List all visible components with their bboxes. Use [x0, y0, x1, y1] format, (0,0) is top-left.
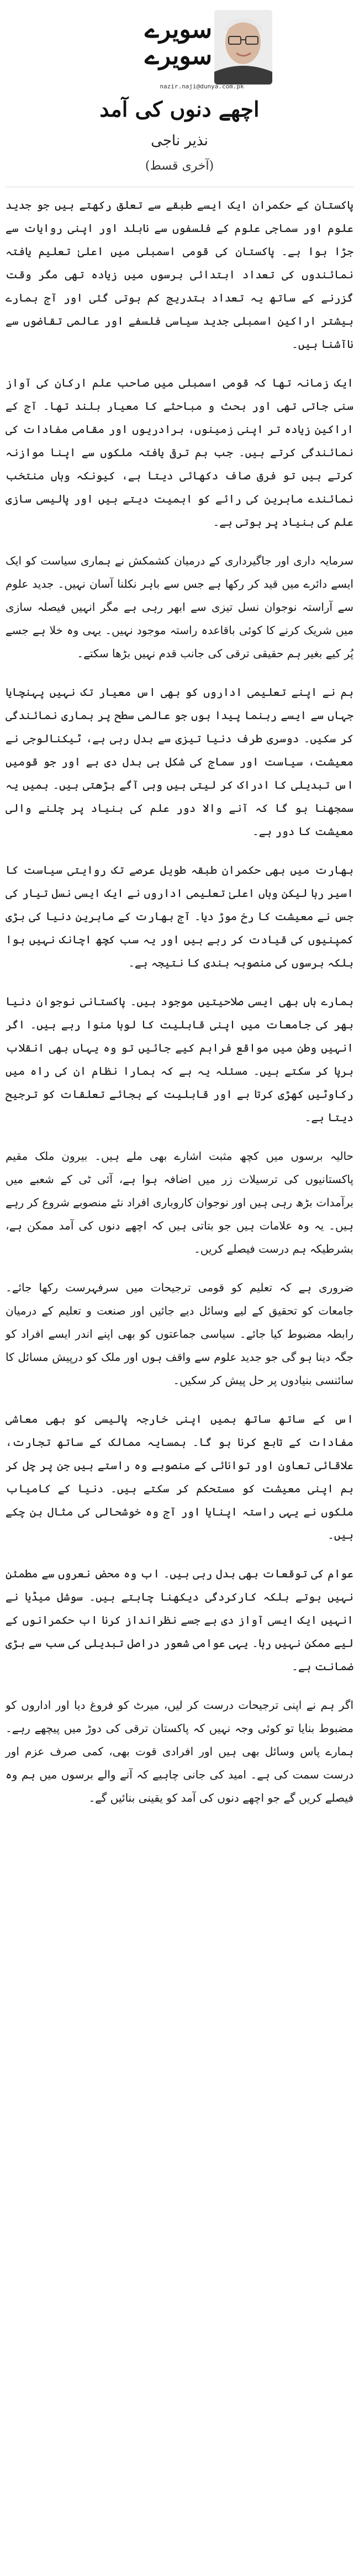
column-brand-title: [131, 15, 225, 70]
article-paragraph: عوام کی توقعات بھی بدل رہی ہیں۔ اب وہ محض نعروں سے مطمئن نہیں ہوتے بلکہ کارکردگی دیکھنا چاہتے ہیں۔ سوشل میڈیا نے انہیں ایک ایسی آواز دی ہے جسے نظرانداز کرنا اب حکمرانوں کے لیے ممکن نہیں رہا۔ یہی عوامی شعور دراصل تبدیلی کی سب سے بڑی ضمانت ہے۔: [6, 1567, 353, 1673]
author-portrait: [214, 10, 272, 85]
article-paragraph: ضروری ہے کہ تعلیم کو قومی ترجیحات میں سرفہرست رکھا جائے۔ جامعات کو تحقیق کے لیے وسائل دیے جائیں اور صنعت و تعلیم کے درمیان رابطہ مضبوط کیا جائے۔ سیاسی جماعتوں کو بھی اپنے اندر ایسے افراد کو جگہ دینا ہو گی جو جدید علوم سے واقف ہوں اور ملک کو درپیش مسائل کا سائنسی بنیادوں پر حل پیش کر سکیں۔: [6, 1281, 353, 1387]
article-paragraph: ایک زمانہ تھا کہ قومی اسمبلی میں صاحب علم ارکان کی آواز سنی جاتی تھی اور بحث و مباحثے کا معیار بلند تھا۔ آج کے اراکین زیادہ تر اپنی زمینوں، برادریوں اور مقامی مفادات کی نمائندگی کرتے ہیں۔ جب ہم ترقی یافتہ ملکوں سے اپنا موازنہ کرتے ہیں تو فرق صاف دکھائی دیتا ہے، کیونکہ وہاں منتخب نمائندے ماہرین کی رائے کو اہمیت دیتے ہیں اور پالیسی سازی علم کی بنیاد پر ہوتی ہے۔: [6, 376, 353, 529]
article-paragraph: ہمارے ہاں بھی ایسی صلاحیتیں موجود ہیں۔ پاکستانی نوجوان دنیا بھر کی جامعات میں اپنی قابلیت کا لوہا منوا رہے ہیں۔ اگر انہیں وطن میں مواقع فراہم کیے جائیں تو وہ یہاں بھی انقلاب برپا کر سکتے ہیں۔ مسئلہ یہ ہے کہ ہمارا نظام ان کی راہ میں رکاوٹیں کھڑی کرتا ہے اور قابلیت کے بجائے تعلقات کو ترجیح دیتا ہے۔: [6, 995, 353, 1124]
brand-title-line-2: سویرے: [145, 42, 212, 70]
brand-title-line-1: سویرے: [145, 15, 212, 44]
article-paragraph: بھارت میں بھی حکمران طبقہ طویل عرصے تک روایتی سیاست کا اسیر رہا لیکن وہاں اعلیٰ تعلیمی اداروں نے ایک ایسی نسل تیار کی جس نے معیشت کا رخ موڑ دیا۔ آج بھارت کے ماہرین دنیا کی بڑی کمپنیوں کی قیادت کر رہے ہیں اور یہ سب کچھ اچانک نہیں ہوا بلکہ برسوں کی منصوبہ بندی کا نتیجہ ہے۔: [6, 863, 353, 969]
article-paragraph: اگر ہم نے اپنی ترجیحات درست کر لیں، میرٹ کو فروغ دیا اور اداروں کو مضبوط بنایا تو کوئی وجہ نہیں کہ پاکستان ترقی کی دوڑ میں پیچھے رہے۔ ہمارے پاس وسائل بھی ہیں اور افرادی قوت بھی، کمی صرف عزم اور درست سمت کی ہے۔ امید کی جانی چاہیے کہ آنے والے برسوں میں ہم وہ فیصلے کریں گے جو اچھے دنوں کی آمد کو یقینی بنائیں گے۔: [6, 1698, 353, 1804]
article-headline: اچھے دنوں کی آمد: [99, 97, 260, 122]
article-body: [6, 193, 353, 2568]
article-paragraph: اس کے ساتھ ساتھ ہمیں اپنی خارجہ پالیسی کو بھی معاشی مفادات کے تابع کرنا ہو گا۔ ہمسایہ ممالک کے ساتھ تجارت، علاقائی تعاون اور توانائی کے منصوبے وہ راستے ہیں جن پر چل کر ہم اپنی معیشت کو مستحکم کر سکتے ہیں۔ دنیا کے کامیاب ملکوں نے یہی راستہ اپنایا اور آج وہ خوشحالی کی مثال بن چکے ہیں۔: [6, 1412, 353, 1542]
column-logo: [131, 10, 272, 87]
article-part-label: (آخری قسط): [145, 159, 214, 173]
article-paragraph: ہم نے اپنے تعلیمی اداروں کو بھی اس معیار تک نہیں پہنچایا جہاں سے ایسے رہنما پیدا ہوں جو عالمی سطح پر ہماری نمائندگی کر سکیں۔ دوسری طرف دنیا تیزی سے بدل رہی ہے، ٹیکنالوجی نے معیشت، سیاست اور سماج کی شکل ہی بدل دی ہے اور جو قومیں اس تبدیلی کا ادراک کر لیتی ہیں وہی آگے بڑھتی ہیں۔ ہمیں یہ سمجھنا ہو گا کہ آنے والا دور علم کی بنیاد پر چلنے والی معیشت کا دور ہے۔: [6, 685, 353, 838]
author-portrait-image: [214, 10, 272, 85]
author-email: nazir.naji@dunya.com.pk: [160, 83, 244, 90]
article-paragraph: پاکستان کے حکمران ایک ایسے طبقے سے تعلق رکھتے ہیں جو جدید علوم اور سماجی علوم کے فلسفوں سے نابلد اور اپنی روایات سے جڑا ہوا ہے۔ پاکستان کی قومی اسمبلی میں اعلیٰ تعلیم یافتہ نمائندوں کی تعداد ابتدائی برسوں میں زیادہ تھی مگر وقت گزرنے کے ساتھ یہ تعداد بتدریج کم ہوتی گئی اور آج ہمارے بیشتر اراکین اسمبلی جدید سیاسی فلسفے اور عالمی تقاضوں سے ناآشنا ہیں۔: [6, 198, 353, 351]
article-paragraph: حالیہ برسوں میں کچھ مثبت اشارے بھی ملے ہیں۔ بیرون ملک مقیم پاکستانیوں کی ترسیلات زر میں اضافہ ہوا ہے، آئی ٹی کے شعبے میں برآمدات بڑھ رہی ہیں اور نوجوان کاروباری افراد نئے منصوبے شروع کر رہے ہیں۔ یہ وہ علامات ہیں جو بتاتی ہیں کہ اچھے دنوں کی آمد ممکن ہے، بشرطیکہ ہم درست فیصلے کریں۔: [6, 1149, 353, 1255]
article-paragraph: سرمایہ داری اور جاگیرداری کے درمیان کشمکش نے ہماری سیاست کو ایک ایسے دائرے میں قید کر رکھا ہے جس سے باہر نکلنا آسان نہیں۔ جدید علوم سے آراستہ نوجوان نسل تیزی سے ابھر رہی ہے مگر انہیں فیصلہ سازی میں شریک کرنے کا کوئی باقاعدہ راستہ موجود نہیں۔ یہی وہ خلا ہے جسے پُر کیے بغیر ہم حقیقی ترقی کی جانب قدم نہیں بڑھا سکتے۔: [6, 554, 353, 660]
article-author: نذیر ناجی: [151, 133, 208, 149]
